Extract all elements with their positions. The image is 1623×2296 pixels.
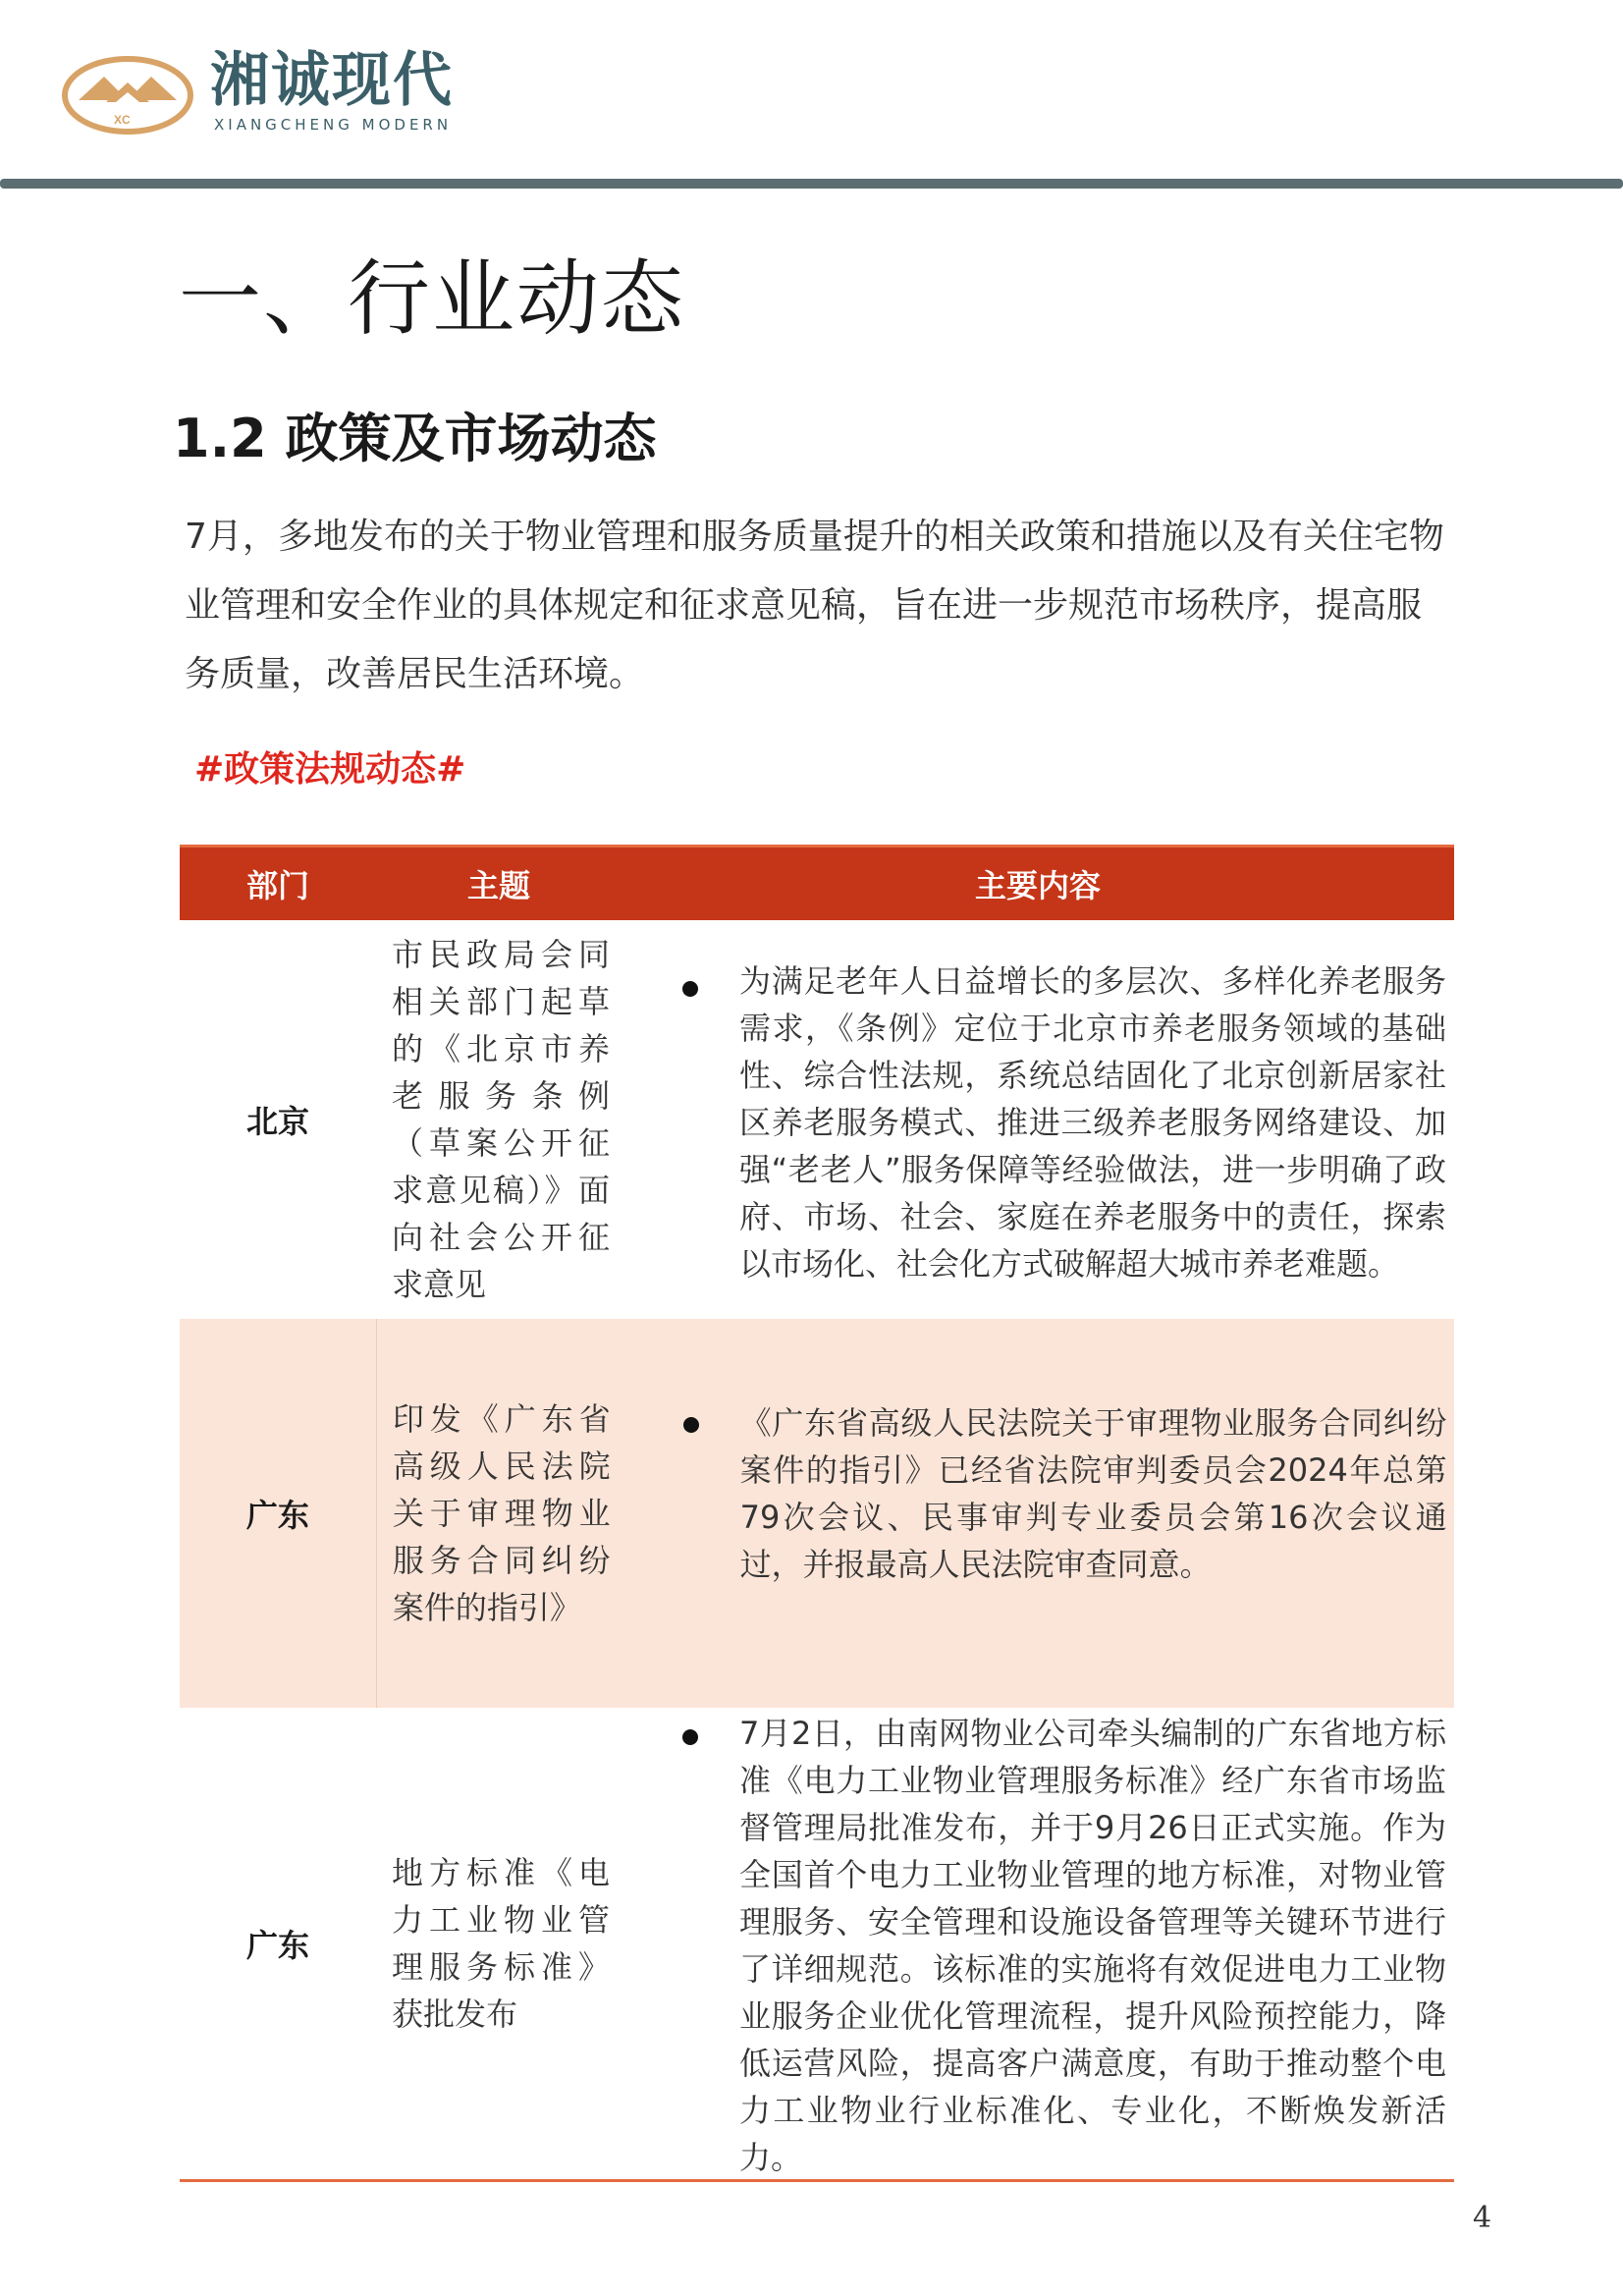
header-topic: 主题 [466,867,530,904]
row-content [622,1708,1454,2179]
category-tag: #政策法规动态# [194,749,466,790]
subsection-heading: 1.2 政策及市场动态 [173,408,657,469]
row-topic: 市民政局会同相关部门起草的《北京市养老服务条例（草案公开征求意见稿）》面向社会公开征求意见 [392,936,610,1303]
header-content: 主要内容 [974,867,1101,904]
table-row [180,1319,1454,1708]
brand-name: 湘诚现代 [210,46,454,115]
brand-subtitle: XIANGCHENG MODERN [214,116,453,134]
page-header [0,0,1623,196]
table-row [180,920,1454,1319]
policy-table [180,845,1454,2182]
intro-paragraph: 7月，多地发布的关于物业管理和服务质量提升的相关政策和措施以及有关住宅物业管理和安全作业的具体规定和征求意见稿，旨在进一步规范市场秩序，提高服务质量，改善居民生活环境。 [185,517,1444,694]
row-dept: 广东 [245,1497,309,1534]
row-content [622,1319,1454,1708]
row-topic: 地方标准《电力工业物业管理服务标准》获批发布 [392,1854,610,2033]
section-heading: 一、行业动态 [179,250,686,347]
row-dept: 广东 [245,1927,309,1964]
header-dept: 部门 [245,867,309,904]
row-topic: 印发《广东省高级人民法院关于审理物业服务合同纠纷案件的指引》 [376,1319,622,1708]
table-row [180,1708,1454,2179]
emblem-letters: XC [114,113,131,127]
row-dept: 北京 [245,1103,309,1140]
row-content [622,920,1454,1319]
bullet-icon [682,1729,698,1745]
brand-emblem-icon [61,55,194,136]
row-content-text: 7月2日，由南网物业公司牵头编制的广东省地方标准《电力工业物业管理服务标准》经广东省市场监督管理局批准发布，并于9月26日正式实施。作为全国首个电力工业物业管理的地方标准，对物业管理服务、安全管理和设施设备管理等关键环节进行了详细规范。该标准的实施将有效促进电力工业物业服务企业优化管理流程，提升风险预控能力，降低运营风险，提高客户满意度，有助于推动整个电力工业物业行业标准化、专业化，不断焕发新活力。 [739,1715,1446,2176]
header-divider [0,179,1623,189]
page-number: 4 [1473,2201,1492,2235]
bullet-icon [683,1417,699,1433]
table-header [180,845,1454,920]
bullet-icon [682,981,698,997]
row-content-text: 《广东省高级人民法院关于审理物业服务合同纠纷案件的指引》已经省法院审判委员会2024年总第79次会议、民事审判专业委员会第16次会议通过，并报最高人民法院审查同意。 [739,1404,1447,1583]
row-content-text: 为满足老年人日益增长的多层次、多样化养老服务需求，《条例》定位于北京市养老服务领域的基础性、综合性法规，系统总结固化了北京创新居家社区养老服务模式、推进三级养老服务网络建设、加强“老老人”服务保障等经验做法，进一步明确了政府、市场、社会、家庭在养老服务中的责任，探索以市场化、社会化方式破解超大城市养老难题。 [739,962,1446,1283]
